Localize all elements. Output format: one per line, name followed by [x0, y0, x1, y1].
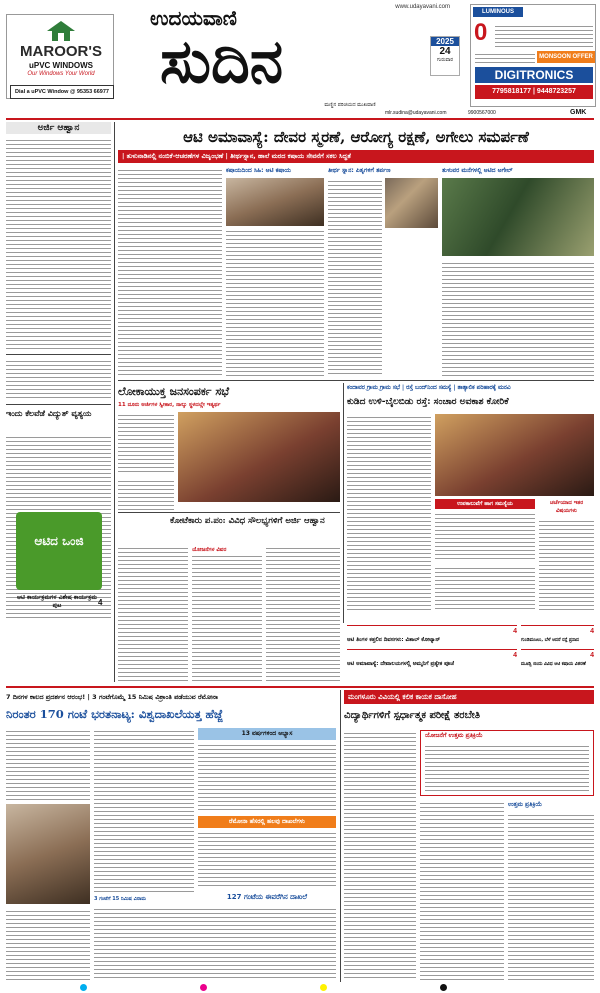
- bharat-dancer-photo: [6, 804, 90, 904]
- left-item2-title: ಇಂದು ಕೆಲವೆಡೆ ವಿದ್ಯುತ್ ವ್ಯತ್ಯಯ: [6, 409, 92, 418]
- teaser-3-text: ಆಟಿ ಅಮಾವಾಸ್ಯೆ: ದೇವಾಲಯಗಳಲ್ಲಿ ಅಮ್ಮನಿಗೆ ಪ್ರತ್ಯೇಕ ಪೂಜೆ: [347, 661, 454, 667]
- kudre-col1: [347, 414, 431, 610]
- registration-mark: [80, 984, 87, 991]
- dasoha-col2: [420, 800, 504, 980]
- left-column: [6, 122, 111, 682]
- dasoha-box: [420, 730, 594, 796]
- kudre-col2: [435, 565, 535, 610]
- ad-brand: MAROOR'S: [20, 43, 102, 60]
- lead-sub2: ತೀರ್ಥ ಸ್ನಾನ: ಪಿತೃಗಳಿಗೆ ತರ್ಪಣ: [328, 167, 391, 174]
- ad-phone-1: 7795818177: [492, 88, 532, 95]
- teaser-2-text: ಗುಂಡಿಮಜಲು, ಬೆಳೆ ಆದರೆ ರಸ್ತೆ ಪ್ರಸಾದ: [521, 638, 579, 643]
- bharat-box1: 13 ವರ್ಷಗಳಿಂದ ಅಭ್ಯಾಸ: [198, 728, 336, 740]
- lead-sub1: ಕಷಾಯದಿಂದ ಸಿಹಿ: ಆಟಿ ಕಷಾಯ: [226, 167, 291, 174]
- kudre-kicker: ಕಂದಾವರ ಗ್ರಾಮ ಗ್ರಾಮ ಸಭೆ | ರಸ್ತೆ ಬಂದ್‌ನಿಂದ ಸಮಸ್ಯೆ | ತಾತ್ಕಾಲಿಕ ಪರಿಹಾರಕ್ಕೆ ಮನವಿ: [347, 385, 511, 391]
- kotekar-headline: ಕೋಟೆಕಾರು ಪ.ಪಂ: ವಿವಿಧ ಸೌಲಭ್ಯಗಳಿಗೆ ಅರ್ಜಿ ಆಹ್ವಾನ: [170, 516, 325, 526]
- registration-mark: [440, 984, 447, 991]
- kudre-side-title: ಚರ್ಚೆಯಾದ ಇತರ ವಿಷಯಗಳು: [549, 500, 584, 514]
- ad-offer-label: MONSOON OFFER: [537, 51, 595, 63]
- bharat-kicker: 7 ದಿನಗಳ ಕಾಲದ ಪ್ರದರ್ಶನ ಆರಂಭ! | 3 ಗಂಟೆಗೊಮ್ಮೆ 15 ನಿಮಿಷ ವಿಶ್ರಾಂತಿ ಪಡೆಯುವ ರೆಮೋನಾ: [6, 693, 219, 701]
- dasoha-box-title: ಯೋಜನೆಗೆ ಉತ್ತಮ ಪ್ರತಿಕ್ರಿಯೆ: [425, 732, 483, 739]
- teaser-2[interactable]: [521, 625, 594, 643]
- bharat-caption: 3 ಗಂಟೆಗೆ 15 ನಿಮಿಷ ವಿರಾಮ: [94, 896, 147, 902]
- dasoha-headline: ವಿದ್ಯಾರ್ಥಿಗಳಿಗೆ ಸ್ಪರ್ಧಾತ್ಮಕ ಪರೀಕ್ಷೆ ತರಬೇತಿ: [344, 710, 481, 721]
- lead-agel-photo: [442, 178, 594, 256]
- kudre-side-body: [539, 518, 594, 610]
- lead-headline: ಆಟಿ ಅಮಾವಾಸ್ಯೆ: ದೇವರ ಸ್ಮರಣೆ, ಆರೋಗ್ಯ ರಕ್ಷಣೆ, ಅಗೇಲು ಸಮರ್ಪಣೆ: [183, 128, 529, 146]
- left-column-body-2: [6, 358, 111, 398]
- bharat-box1-body: [198, 742, 336, 812]
- ad-phones: 7795818177 | 9448723257: [475, 85, 593, 99]
- lead-col3: [328, 178, 382, 377]
- teaser-3-page: 4: [513, 652, 517, 659]
- dasoha-col1: [344, 730, 416, 980]
- ad-tagline: Our Windows Your World: [27, 71, 95, 77]
- kudre-box: [435, 511, 535, 561]
- lokayukta-sub: 11 ದೂರು ಅರ್ಜಿಗಳ ಸ್ವೀಕಾರ, ನಾಲ್ಕು ಸ್ಥಳದಲ್ಲೇ ಇತ್ಯರ್ಥ: [118, 402, 221, 408]
- bharat-box3-body: [94, 906, 336, 980]
- contact-email[interactable]: mlr.sudina@udayavani.com: [385, 110, 447, 116]
- lokayukta-col2: [118, 478, 174, 510]
- ad-fineprint-2: [475, 51, 535, 63]
- ad-offer-big: 0: [474, 19, 488, 46]
- lead-col1: [118, 167, 222, 377]
- bharat-box2-body: [198, 830, 336, 886]
- lokayukta-photo: [178, 412, 340, 502]
- bharat-headline: ನಿರಂತರ 170 ಗಂಟೆ ಭರತನಾಟ್ಯ: ವಿಶ್ವದಾಖಲೆಯತ್ತ ಹೆಜ್ಜೆ: [6, 707, 223, 721]
- lead-strap: | ತುಳುನಾಡಿನಲ್ಲಿ ನಂಬಿಕೆ-ಆಚರಣೆಗಳ ವಿಜೃಂಭಣೆ | ತೀರ್ಥಸ್ನಾನ, ಹಾಲೆ ಮರದ ಕಷಾಯ ಸೇವನೆಗೆ ಸಕಲ ಸಿದ್ಧತೆ: [118, 150, 594, 163]
- lead-col2: [226, 228, 324, 377]
- kotekar-col3: [266, 545, 340, 681]
- bharat-box2: ರೆಮೋನಾ ಹೆಸರಲ್ಲಿ ಹಲವು ದಾಖಲೆಗಳು: [198, 816, 336, 828]
- date-weekday: ಗುರುವಾರ: [436, 57, 454, 63]
- lokayukta-col1: [118, 412, 174, 474]
- ad-luminous-brand: LUMINOUS: [473, 7, 523, 17]
- ad-line: uPVC WINDOWS: [29, 61, 93, 70]
- teaser-4[interactable]: [521, 649, 594, 667]
- dasoha-col3: [508, 812, 594, 980]
- teaser-1-text: ಆಟಿ ತಿಂಗಳ ಕತ್ತಲಿನ ದಿವಸಗಳು: ವಿಶಾಲ್ ಕೋಟ್ಯಾನ್: [347, 637, 441, 643]
- kotekar-col1: [118, 545, 188, 681]
- ad-marooros[interactable]: [6, 14, 114, 99]
- left-ad-text: ಆಟಿದ ಒಂಜಿ: [34, 534, 84, 548]
- kotekar-box-label: ಯೋಜನೆಗಳ ವಿವರ: [192, 546, 262, 555]
- date-year: 2025: [431, 37, 459, 46]
- edition-name: ಸುದಿನ: [160, 27, 284, 97]
- bharat-col2: [6, 908, 90, 980]
- ad-luminous[interactable]: [470, 4, 596, 107]
- dasoha-sub: ಉತ್ತಮ ಪ್ರತಿಕ್ರಿಯೆ: [508, 801, 543, 808]
- teaser-2-page: 4: [590, 628, 594, 635]
- left-column-body: [6, 137, 111, 349]
- registration-mark: [200, 984, 207, 991]
- bharat-col3: [94, 728, 194, 892]
- kudre-box-title: ಉಪಕಾಲುವೆಗೆ ಹಾಗ ಸಮಸ್ಯೆಯ: [435, 499, 535, 509]
- date-day: 24: [439, 46, 451, 57]
- left-ad-page: 4: [98, 598, 103, 607]
- teaser-4-text: ಮೂಡ್ಬಿ ಬಿಂದು ವಿವಿಧ ಆಟಿ ಕಷಾಯ ವಿತರಣೆ: [521, 662, 586, 667]
- date-box: [430, 36, 460, 76]
- ad-fineprint: [495, 23, 593, 49]
- lokayukta-headline: ಲೋಕಾಯುಕ್ತ ಜನಸಂಪರ್ಕ ಸಭೆ: [118, 385, 230, 398]
- teaser-1-page: 4: [513, 628, 517, 635]
- teaser-3[interactable]: [347, 649, 517, 667]
- kotekar-col2: [192, 545, 262, 681]
- bharat-col1: [6, 728, 90, 800]
- house-logo-icon: [47, 21, 75, 41]
- registration-mark: [320, 984, 327, 991]
- contact-phone[interactable]: 9900567000: [468, 110, 496, 116]
- paper-name: ಉದಯವಾಣಿ: [150, 6, 237, 30]
- ad-phone-2: 9448723257: [536, 88, 576, 95]
- lead-kashaya-photo: [226, 178, 324, 226]
- bharat-box3: 127 ಗಂಟೆಯ ಈವರೆಗಿನ ದಾಖಲೆ: [226, 893, 308, 901]
- website[interactable]: www.udayavani.com: [395, 4, 450, 10]
- lead-sub3: ತುಳುವರ ಮನೆಗಳಲ್ಲಿ ಆಟಿದ ಅಗೇಲ್: [442, 167, 513, 174]
- left-ad[interactable]: [16, 512, 102, 590]
- dasoha-kicker: ಮಂಗಳೂರು ವಿವಿಯಲ್ಲಿ ಕಲಿಕ ಕಾಯಕ ದಾಸೋಹ: [344, 690, 594, 704]
- lead-theertha-photo: [385, 178, 438, 228]
- kudre-photo: [435, 414, 594, 496]
- lead-col4: [442, 260, 594, 377]
- left-column-title: ಅರ್ಜಿ ಆಹ್ವಾನ: [6, 122, 111, 134]
- left-ad-sub: ಆಟಿ ಕಾರ್ಯಕ್ರಮಗಳ ವಿಶೇಷ ಕಾರ್ಯಕ್ರಮ ಪುಟ: [17, 594, 97, 609]
- city-code: GMK: [570, 109, 587, 116]
- dasoha-box-body: [425, 743, 589, 791]
- kudre-headline: ಕುಡಿದ ಉಳಿ-ಬೈಲಬಿಡು ರಸ್ತೆ: ಸಂಚಾರ ಅವಕಾಶ ಕೋರಿಕೆ: [347, 397, 509, 407]
- teaser-1[interactable]: [347, 625, 517, 643]
- ad-contact: Dial a uPVC Window @ 95353 66977: [10, 85, 114, 99]
- ad-shop: DIGITRONICS: [475, 67, 593, 83]
- masthead-tagline: ಮಣ್ಣಿನ ಪರಿಚಯದ ಮುಖವಾಣಿ: [324, 102, 376, 108]
- teaser-4-page: 4: [590, 652, 594, 659]
